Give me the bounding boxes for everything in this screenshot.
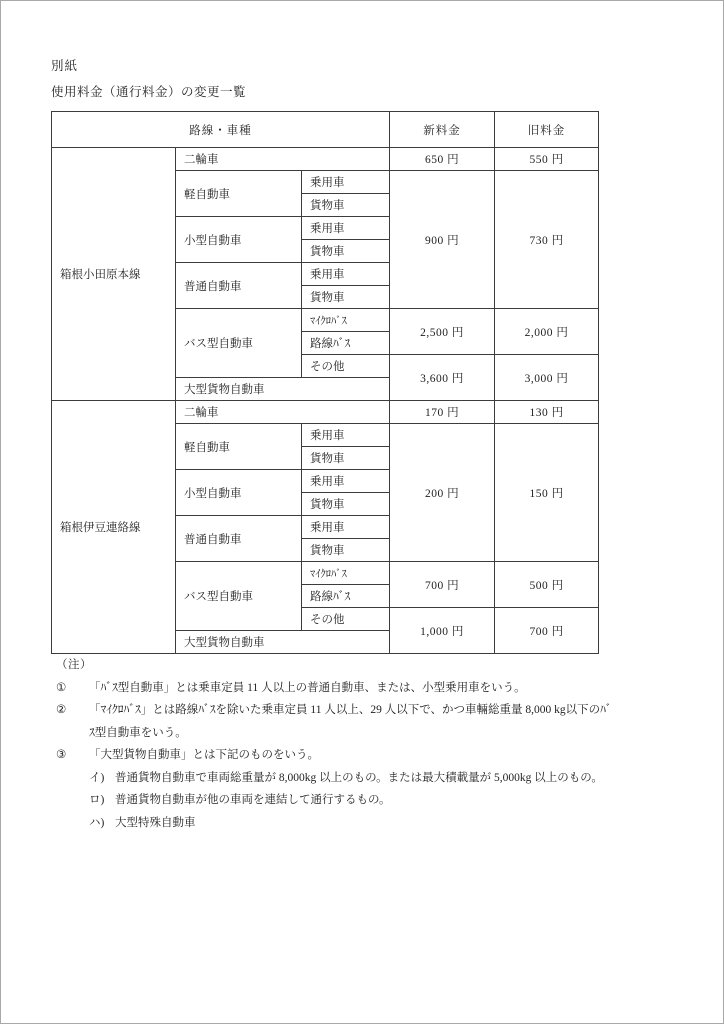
old-fee-cell: 3,000 円 xyxy=(495,355,599,401)
subtype-cell: 乗用車 xyxy=(302,470,390,493)
notes-heading: （注） xyxy=(56,659,92,671)
subtype-cell: 貨物車 xyxy=(302,194,390,217)
subtype-cell: 乗用車 xyxy=(302,171,390,194)
new-fee-cell: 3,600 円 xyxy=(390,355,495,401)
vehicle-cell: バス型自動車 xyxy=(176,309,302,378)
note-text: 「ﾏｲｸﾛﾊﾞｽ」とは路線ﾊﾞｽを除いた乗車定員 11 人以上、29 人以下で、かつ車輛総重量 8,000 kg以下のﾊﾞ xyxy=(89,704,612,716)
table-header-row xyxy=(52,112,599,148)
vehicle-cell: 軽自動車 xyxy=(176,171,302,217)
table-row xyxy=(52,401,599,424)
new-fee-cell: 700 円 xyxy=(390,562,495,608)
old-fee-cell: 500 円 xyxy=(495,562,599,608)
subtype-cell: 貨物車 xyxy=(302,447,390,470)
old-fee-cell: 700 円 xyxy=(495,608,599,654)
note-sub-text: 大型特殊自動車 xyxy=(115,816,196,829)
vehicle-cell: バス型自動車 xyxy=(176,562,302,631)
subtype-cell: 路線ﾊﾞｽ xyxy=(302,585,390,608)
vehicle-cell: 軽自動車 xyxy=(176,424,302,470)
note-sub-text: 普通貨物自動車が他の車両を連結して通行するもの。 xyxy=(115,794,391,806)
document-title: 使用料金（通行料金）の変更一覧 xyxy=(51,85,247,99)
subtype-cell: 貨物車 xyxy=(302,539,390,562)
vehicle-cell: 普通自動車 xyxy=(176,516,302,562)
old-fee-cell: 2,000 円 xyxy=(495,309,599,355)
note-sub-marker: イ) xyxy=(89,771,105,784)
subtype-cell: 乗用車 xyxy=(302,424,390,447)
vehicle-cell: 大型貨物自動車 xyxy=(176,378,390,401)
note-sub-text: 普通貨物自動車で車両総重量が 8,000kg 以上のもの。または最大積載量が 5,000kg 以上のもの。 xyxy=(115,771,603,784)
note-marker: ① xyxy=(56,681,67,694)
subtype-cell: ﾏｲｸﾛﾊﾞｽ xyxy=(302,562,390,585)
old-fee-cell: 150 円 xyxy=(495,424,599,562)
new-fee-cell: 2,500 円 xyxy=(390,309,495,355)
notes-section xyxy=(56,654,686,834)
route-name-cell: 箱根伊豆連絡線 xyxy=(52,401,176,654)
note-sub-item-ha xyxy=(89,812,686,835)
note-sub-marker: ハ) xyxy=(89,816,105,829)
vehicle-cell: 大型貨物自動車 xyxy=(176,631,390,654)
subtype-cell: ﾏｲｸﾛﾊﾞｽ xyxy=(302,309,390,332)
subtype-cell: 貨物車 xyxy=(302,493,390,516)
new-fee-cell: 1,000 円 xyxy=(390,608,495,654)
note-text: 「ﾊﾞｽ型自動車」とは乗車定員 11 人以上の普通自動車、または、小型乗用車をいう。 xyxy=(89,681,526,694)
new-fee-cell: 200 円 xyxy=(390,424,495,562)
attachment-label: 別紙 xyxy=(51,59,79,73)
route-section-hakone-izu xyxy=(52,401,599,654)
subtype-cell: 乗用車 xyxy=(302,263,390,286)
subtype-cell: その他 xyxy=(302,608,390,631)
note-item-3 xyxy=(56,744,686,767)
route-name-cell: 箱根小田原本線 xyxy=(52,148,176,401)
new-fee-cell: 170 円 xyxy=(390,401,495,424)
fee-table xyxy=(51,111,599,654)
table-row xyxy=(52,148,599,171)
route-section-hakone-odawara xyxy=(52,148,599,401)
note-marker: ② xyxy=(56,704,67,716)
vehicle-cell: 二輪車 xyxy=(176,401,390,424)
col-header-new-fee: 新料金 xyxy=(390,112,495,148)
note-sub-item-ro xyxy=(89,789,686,812)
subtype-cell: 路線ﾊﾞｽ xyxy=(302,332,390,355)
note-text: 「大型貨物自動車」とは下記のものをいう。 xyxy=(89,749,319,761)
subtype-cell: 貨物車 xyxy=(302,240,390,263)
note-sub-item-i xyxy=(89,767,686,790)
old-fee-cell: 730 円 xyxy=(495,171,599,309)
old-fee-cell: 130 円 xyxy=(495,401,599,424)
note-marker: ③ xyxy=(56,749,67,761)
note-sub-items xyxy=(89,767,686,835)
vehicle-cell: 普通自動車 xyxy=(176,263,302,309)
subtype-cell: 乗用車 xyxy=(302,516,390,539)
vehicle-cell: 小型自動車 xyxy=(176,470,302,516)
subtype-cell: 貨物車 xyxy=(302,286,390,309)
note-text: ｽ型自動車をいう。 xyxy=(89,726,187,739)
new-fee-cell: 900 円 xyxy=(390,171,495,309)
note-item-2 xyxy=(56,699,686,744)
note-item-1 xyxy=(56,677,686,700)
col-header-route-vehicle: 路線・車種 xyxy=(52,112,390,148)
vehicle-cell: 小型自動車 xyxy=(176,217,302,263)
old-fee-cell: 550 円 xyxy=(495,148,599,171)
note-sub-marker: ロ) xyxy=(89,794,105,806)
col-header-old-fee: 旧料金 xyxy=(495,112,599,148)
vehicle-cell: 二輪車 xyxy=(176,148,390,171)
subtype-cell: 乗用車 xyxy=(302,217,390,240)
subtype-cell: その他 xyxy=(302,355,390,378)
new-fee-cell: 650 円 xyxy=(390,148,495,171)
